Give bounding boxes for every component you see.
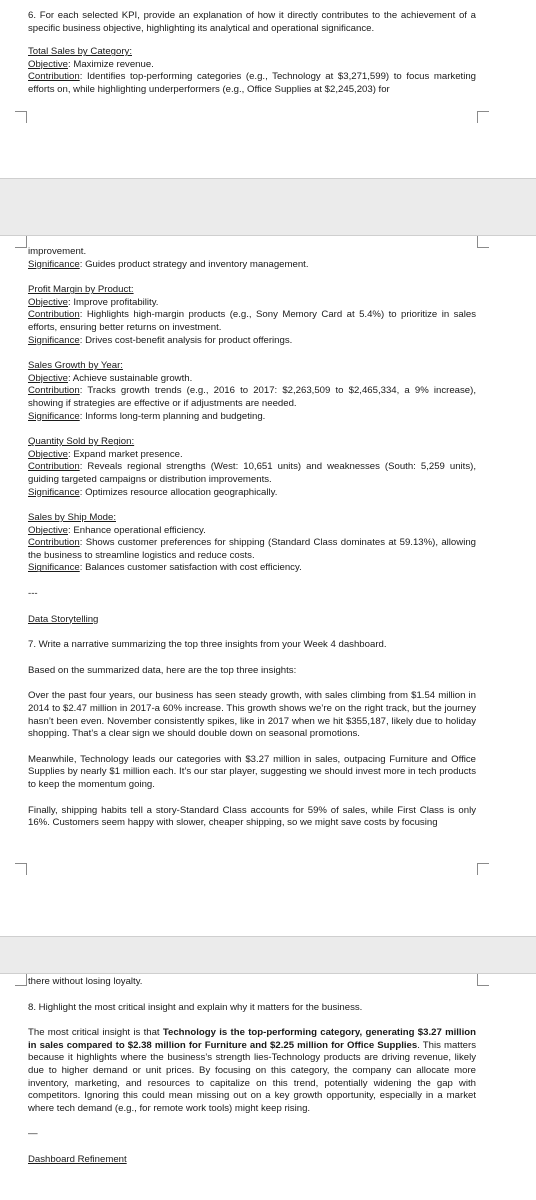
kpi-contribution: Contribution: Highlights high-margin products (e.g., Sony Memory Card at 5.4%) to prioritize in sales efforts, ensuring better returns on investment.: [28, 309, 476, 333]
kpi-significance: Significance: Guides product strategy and inventory management.: [28, 258, 309, 270]
kpi-title: Sales Growth by Year:: [28, 360, 123, 372]
narrative-paragraph: Over the past four years, our business has seen steady growth, with sales climbing from $1.54 million in 2014 to $2.47 million in 2017-a 60% increase. This growth shows we’re on the right track, but the journey hasn’t been even. November consistently spikes, like in 2017 when we hit $355,187, likely due to holiday shopping. That’s a clear sign we should double down on seasonal promotions.: [28, 690, 476, 740]
kpi-objective: Objective: Enhance operational efficiency.: [28, 524, 206, 536]
crop-mark-icon: [477, 974, 489, 986]
kpi-title: Sales by Ship Mode:: [28, 512, 116, 524]
kpi-significance: Significance: Drives cost-benefit analysis for product offerings.: [28, 334, 293, 346]
section-heading: Data Storytelling: [28, 613, 99, 625]
q6-prompt: 6. For each selected KPI, provide an explanation of how it directly contributes to the achievement of a specific business objective, highlighting its analytical and operational significance.: [28, 10, 476, 34]
kpi-title: Total Sales by Category:: [28, 46, 132, 58]
section-separator: ---: [28, 588, 38, 600]
page-segment-1: [0, 0, 536, 178]
kpi-significance: Significance: Informs long-term planning and budgeting.: [28, 410, 266, 422]
page-segment-2: [0, 236, 536, 936]
crop-mark-icon: [477, 236, 489, 248]
page-1-content: [28, 10, 476, 97]
crop-mark-icon: [15, 236, 27, 248]
kpi-title: Quantity Sold by Region:: [28, 436, 135, 448]
kpi-contribution: Contribution: Shows customer preferences for shipping (Standard Class dominates at 59.13%), allowing the business to streamline logistics and reduce costs.: [28, 537, 476, 561]
narrative-paragraph-cont: there without losing loyalty.: [28, 976, 143, 987]
kpi-objective: Objective: Expand market presence.: [28, 448, 183, 460]
kpi-contribution: Contribution: Tracks growth trends (e.g., 2016 to 2017: $2,263,509 to $2,465,334, a 9% increase), showing if strategies are effective or if adjustments are needed.: [28, 385, 476, 409]
narrative-paragraph: Finally, shipping habits tell a story-Standard Class accounts for 59% of sales, while First Class is only 16%. Customers seem happy with slower, cheaper shipping, so we might save costs by focusing: [28, 804, 476, 829]
kpi-significance: Significance: Optimizes resource allocation geographically.: [28, 486, 278, 498]
section-heading: Dashboard Refinement: [28, 1153, 127, 1165]
section-separator: —: [28, 1128, 38, 1140]
crop-mark-icon: [15, 974, 27, 986]
kpi-contribution: Contribution: Identifies top-performing categories (e.g., Technology at $3,271,599) to focus marketing efforts on, while highlighting underperformers (e.g., Office Supplies at $2,245,203) for: [28, 71, 476, 95]
q7-prompt: 7. Write a narrative summarizing the top three insights from your Week 4 dashboard.: [28, 639, 387, 651]
kpi-title: Profit Margin by Product:: [28, 284, 134, 296]
crop-mark-icon: [15, 111, 27, 123]
q8-prompt: 8. Highlight the most critical insight and explain why it matters for the business.: [28, 1001, 363, 1013]
kpi-objective: Objective: Maximize revenue.: [28, 58, 154, 70]
kpi-objective: Objective: Improve profitability.: [28, 296, 159, 308]
narrative-paragraph: Meanwhile, Technology leads our categories with $3.27 million in sales, outpacing Furniture and Office Supplies by nearly $1 million each. It’s our star player, suggesting we should invest more in tech products to keep the momentum going.: [28, 753, 476, 790]
kpi-significance: Significance: Balances customer satisfaction with cost efficiency.: [28, 562, 302, 574]
q7-intro: Based on the summarized data, here are the top three insights:: [28, 664, 297, 676]
crop-mark-icon: [477, 111, 489, 123]
kpi-objective: Objective: Achieve sustainable growth.: [28, 372, 193, 384]
page-segment-3: [0, 974, 536, 1200]
kpi-contribution-cont: improvement.: [28, 246, 87, 257]
page-2-content: [28, 246, 476, 830]
critical-insight-paragraph: The most critical insight is that Technology is the top-performing category, generating $3.27 million in sales compared to $2.38 million for Furniture and $2.25 million for Office Supplies. This matters because it highlights where the business’s strength lies-Technology products are driving revenue, likely due to higher demand or unit prices. By focusing on this category, the company can allocate more inventory, marketing, and resources to capitalize on this trend, potentially widening the gap with competitors. Ignoring this could mean missing out on a key growth opportunity, especially in a market where tech demand (e.g., for remote work tools) might keep rising.: [28, 1027, 476, 1114]
kpi-contribution: Contribution: Reveals regional strengths (West: 10,651 units) and weaknesses (South: 5,259 units), guiding targeted campaigns or distribution improvements.: [28, 461, 476, 485]
page-gap: [0, 936, 536, 974]
crop-mark-icon: [477, 863, 489, 875]
crop-mark-icon: [15, 863, 27, 875]
page-3-content: [28, 976, 476, 1167]
page-gap: [0, 178, 536, 236]
